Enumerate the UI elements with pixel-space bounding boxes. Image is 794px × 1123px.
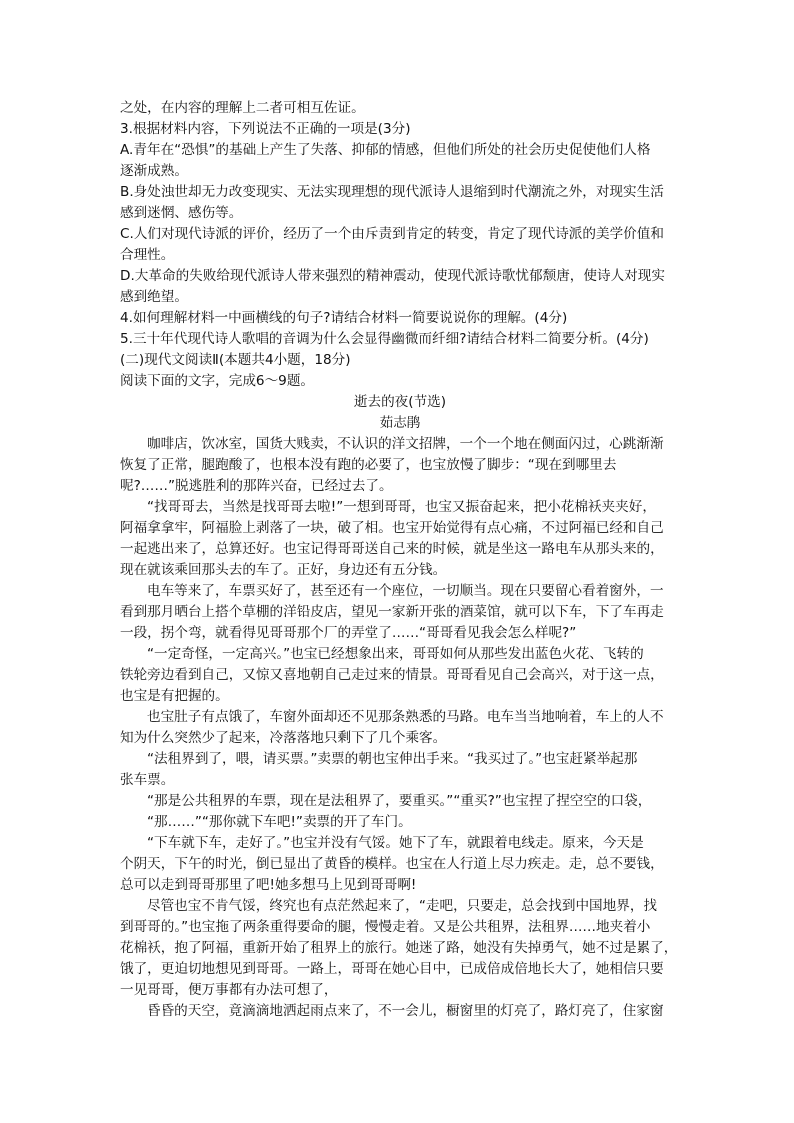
option-b-cont: 感到迷惘、感伤等。 [120,205,243,221]
passage-author: 茹志鹃 [379,415,421,431]
passage-title: 逝去的夜(节选) [353,394,447,410]
paragraph-line: 铁轮旁边看到自己，又惊又喜地朝自己走过来的情景。哥哥看见自己会高兴，对于这一点， [120,667,664,683]
paragraph-line: 昏昏的天空，竟滴滴地洒起雨点来了，不一会儿，橱窗里的灯亮了，路灯亮了，住家窗 [147,1003,664,1019]
paragraph-line: “一定奇怪，一定高兴。”也宝已经想象出来，哥哥如何从那些发出蓝色火花、飞转的 [147,646,644,662]
option-d-cont: 感到绝望。 [120,289,188,305]
question-4: 4.如何理解材料一中画横线的句子?请结合材料一简要说说你的理解。(4分) [120,310,568,326]
option-b: B.身处浊世却无力改变现实、无法实现理想的现代派诗人退缩到时代潮流之外，对现实生活 [120,184,664,200]
paragraph-line: 花棉袄，抱了阿福，重新开始了租界上的旅行。她迷了路，她没有失掉勇气，她不过是累了， [120,940,678,956]
paragraph-line: 知为什么突然少了起来，冷落落地只剩下了几个乘客。 [120,730,447,746]
instruction: 阅读下面的文字，完成6～9题。 [120,373,315,389]
paragraph-line: 一起逃出来了，总算还好。也宝记得哥哥送自己来的时候，就是坐这一路电车从那头来的， [120,541,664,557]
option-a-cont: 逐渐成熟。 [120,163,188,179]
paragraph-line: 阿福拿拿牢，阿福脸上剥落了一块，破了相。也宝开始觉得有点心痛，不过阿福已经和自己 [120,520,664,536]
paragraph-line: 也宝是有把握的。 [120,688,229,704]
section-heading: (二)现代文阅读Ⅱ(本题共4小题，18分) [120,352,351,368]
paragraph-line: 咖啡店，饮冰室，国货大贱卖，不认识的洋文招牌，一个一个地在侧面闪过，心跳渐渐 [147,436,664,452]
option-d: D.大革命的失败给现代派诗人带来强烈的精神震动，使现代派诗歌忧郁颓唐，使诗人对现实 [120,268,665,284]
paragraph-line: 尽管也宝不肯气馁，终究也有点茫然起来了，“走吧，只要走，总会找到中国地界，找 [147,898,658,914]
paragraph-line: 呢?……”脱逃胜利的那阵兴奋，已经过去了。 [120,478,393,494]
paragraph-line: 恢复了正常，腿跑酸了，也根本没有跑的必要了，也宝放慢了脚步：“现在到哪里去 [120,457,617,473]
question-5: 5.三十年代现代诗人歌唱的音调为什么会显得幽微而纤细?请结合材料二简要分析。(4分) [120,331,649,347]
option-c: C.人们对现代诗派的评价，经历了一个由斥责到肯定的转变，肯定了现代诗派的美学价值和 [120,226,664,242]
paragraph-line: 看到那月晒台上搭个草棚的洋铅皮店，望见一家新开张的酒菜馆，就可以下车，下了车再走 [120,604,664,620]
text-line: 之处，在内容的理解上二者可相互佐证。 [120,100,365,116]
paragraph-line: 到哥哥的。”也宝拖了两条重得要命的腿，慢慢走着。又是公共租界，法租界……地夹着小 [120,919,651,935]
paragraph-line: “法租界到了，喂，请买票。”卖票的朝也宝伸出手来。“我买过了。”也宝赶紧举起那 [147,751,638,767]
paragraph-line: 张车票。 [120,772,175,788]
paragraph-line: 一见哥哥，便万事都有办法可想了， [120,982,338,998]
paragraph-line: 也宝肚子有点饿了，车窗外面却还不见那条熟悉的马路。电车当当地响着，车上的人不 [147,709,664,725]
option-a: A.青年在“恐惧”的基础上产生了失落、抑郁的情感，但他们所处的社会历史促使他们人格 [120,142,651,158]
paragraph-line: “那是公共租界的车票，现在是法租界了，要重买。”“重买?”也宝捏了捏空空的口袋， [147,793,652,809]
paragraph-line: “那……”“那你就下车吧!”卖票的开了车门。 [147,814,412,830]
question-3: 3.根据材料内容，下列说法不正确的一项是(3分) [120,121,411,137]
paragraph-line: 总可以走到哥哥那里了吧!她多想马上见到哥哥啊! [120,877,417,893]
paragraph-line: “下车就下车，走好了。”也宝并没有气馁。她下了车，就跟着电线走。原来，今天是 [147,835,644,851]
paragraph-line: 饿了，更迫切地想见到哥哥。一路上，哥哥在她心目中，已成倍成倍地长大了，她相信只要 [120,961,664,977]
paragraph-line: 电车等来了，车票买好了，甚至还有一个座位，一切顺当。现在只要留心看着窗外，一 [147,583,664,599]
paragraph-line: 一段，拐个弯，就看得见哥哥那个厂的弄堂了……“哥哥看见我会怎么样呢?” [120,625,577,641]
paragraph-line: 现在就该乘回那头去的车了。正好，身边还有五分钱。 [120,562,447,578]
paragraph-line: 个阴天，下午的时光，倒已显出了黄昏的模样。也宝在人行道上尽力疾走。走，总不要钱， [120,856,664,872]
option-c-cont: 合理性。 [120,247,175,263]
paragraph-line: “找哥哥去，当然是找哥哥去啦!”一想到哥哥，也宝又振奋起来，把小花棉袄夹夹好， [147,499,656,515]
